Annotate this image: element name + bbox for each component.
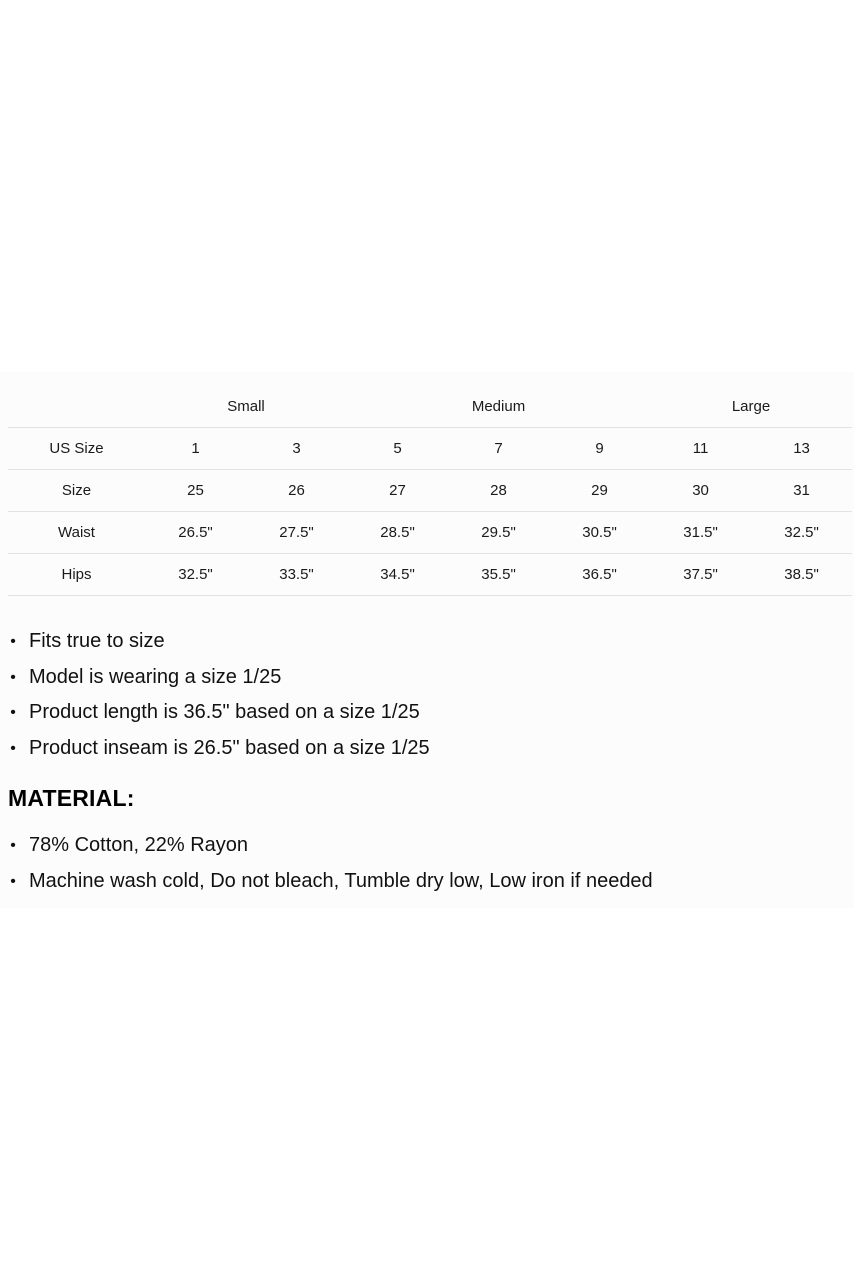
table-cell: 37.5" — [650, 554, 751, 596]
table-cell: 1 — [145, 428, 246, 470]
table-cell: 29.5" — [448, 512, 549, 554]
row-label: Waist — [8, 512, 145, 554]
table-row-size — [8, 470, 852, 512]
table-cell: 36.5" — [549, 554, 650, 596]
table-cell: 3 — [246, 428, 347, 470]
list-item — [8, 828, 653, 864]
table-cell: 31 — [751, 470, 852, 512]
list-item — [8, 660, 430, 696]
table-cell: 7 — [448, 428, 549, 470]
list-item — [8, 695, 430, 731]
table-cell: 32.5" — [751, 512, 852, 554]
table-cell: 34.5" — [347, 554, 448, 596]
table-cell: 32.5" — [145, 554, 246, 596]
fit-note-text: Model is wearing a size 1/25 — [29, 665, 282, 688]
table-cell: 31.5" — [650, 512, 751, 554]
table-cell: 35.5" — [448, 554, 549, 596]
table-cell: 25 — [145, 470, 246, 512]
table-cell: 29 — [549, 470, 650, 512]
table-cell: 5 — [347, 428, 448, 470]
size-chart-table — [8, 385, 852, 596]
bullet-icon: • — [10, 837, 16, 854]
fit-note-text: Product length is 36.5" based on a size 1/25 — [29, 701, 420, 723]
table-cell: 27 — [347, 470, 448, 512]
table-cell: 33.5" — [246, 554, 347, 596]
table-cell: 30.5" — [549, 512, 650, 554]
table-cell: 28.5" — [347, 512, 448, 554]
table-cell: 26.5" — [145, 512, 246, 554]
fit-note-text: Fits true to size — [29, 630, 165, 652]
table-cell: 11 — [650, 428, 751, 470]
group-header-small: Small — [145, 385, 347, 428]
fit-notes-list — [8, 624, 430, 766]
table-row-hips — [8, 554, 852, 596]
list-item — [8, 731, 430, 767]
table-row-waist — [8, 512, 852, 554]
list-item — [8, 624, 430, 660]
list-item — [8, 864, 653, 900]
table-cell: 26 — [246, 470, 347, 512]
bullet-icon: • — [10, 704, 16, 721]
row-label: Hips — [8, 554, 145, 596]
table-cell: 28 — [448, 470, 549, 512]
row-label: US Size — [8, 428, 145, 470]
table-row-us-size — [8, 428, 852, 470]
size-group-header-row — [8, 385, 852, 428]
group-header-large: Large — [650, 385, 852, 428]
material-item-text: 78% Cotton, 22% Rayon — [29, 834, 249, 856]
table-cell: 38.5" — [751, 554, 852, 596]
header-empty-cell — [8, 385, 145, 428]
table-cell: 9 — [549, 428, 650, 470]
table-cell: 13 — [751, 428, 852, 470]
fit-note-text: Product inseam is 26.5" based on a size 1/25 — [29, 736, 430, 759]
table-cell: 27.5" — [246, 512, 347, 554]
material-list — [8, 828, 653, 899]
material-item-text: Machine wash cold, Do not bleach, Tumble dry low, Low iron if needed — [29, 869, 653, 892]
bullet-icon: • — [10, 739, 16, 757]
group-header-medium: Medium — [347, 385, 650, 428]
bullet-icon: • — [10, 633, 16, 650]
material-heading: MATERIAL: — [8, 785, 135, 811]
bullet-icon: • — [10, 668, 16, 686]
row-label: Size — [8, 470, 145, 512]
table-cell: 30 — [650, 470, 751, 512]
bullet-icon: • — [10, 872, 16, 890]
